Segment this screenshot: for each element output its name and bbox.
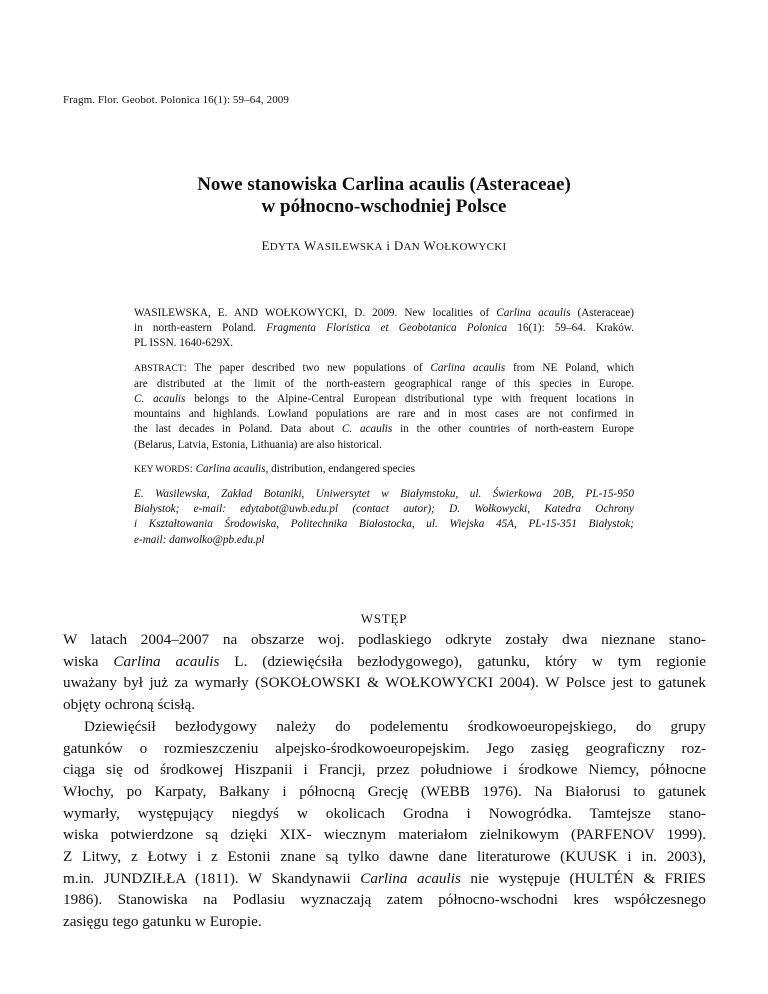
author-2-last-rest: OŁKOWYCKI: [435, 241, 507, 253]
abstract-label: ABSTRACT: [134, 363, 184, 374]
body-p2-l8-b: nie występuje (HULTÉN & FRIES: [460, 869, 706, 887]
abstract: [134, 361, 634, 453]
citation-region: in north-eastern Poland.: [134, 322, 267, 335]
author-1-first-rest: DYTA: [269, 241, 301, 253]
body-p2-line-6: wiska potwierdzone są dzięki XIX- wiecznym materiałom zielnikowym (PARFENOV 1999).: [63, 826, 706, 844]
author-1-last-rest: ASILEWSKA: [316, 241, 383, 253]
keywords-label: KEY WORDS: [134, 464, 190, 475]
body-p2-l8-a: m.in. JUNDZIŁŁA (1811). W Skandynawii: [63, 869, 361, 887]
abstract-species-3: C. acaulis: [341, 423, 393, 436]
abstract-species-1: Carlina acaulis: [430, 361, 506, 374]
abstract-l5-a: the last decades in Poland. Data about: [134, 423, 342, 436]
address-line-2: Białystok; e-mail: edytabot@uwb.edu.pl (contact autor); D. Wołkowycki, Katedra Ochrony: [134, 503, 634, 516]
body-p2-line-2: gatunków o rozmieszczeniu alpejsko-środkowoeuropejskim. Jego zasięg geograficzny roz-: [63, 739, 706, 757]
abstract-species-2: C. acaulis: [134, 393, 186, 406]
abstract-line-6: (Belarus, Latvia, Estonia, Lithuania) are also historical.: [134, 438, 382, 451]
citation-authors: WASILEWSKA, E. AND WOŁKOWYCKI, D. 2009. New localities of: [134, 307, 497, 319]
article-title: [0, 174, 768, 218]
body-p1-line-4: objęty ochroną ścisłą.: [63, 696, 196, 714]
address-line-3: i Kształtowania Środowiska, Politechnika Białostocka, ul. Wiejska 45A, PL-15-351 Białystok;: [134, 518, 634, 531]
keywords-rest: , distribution, endangered species: [265, 462, 415, 475]
citation-issn: PL ISSN. 1640-629X.: [134, 337, 234, 350]
body-text: [63, 629, 706, 933]
citation-family: (Asteraceae): [570, 307, 634, 319]
body-p2-line-8: [63, 868, 706, 890]
abstract-line-5: [134, 422, 634, 437]
author-1-first-initial: E: [261, 238, 270, 253]
citation-species: Carlina acaulis: [496, 307, 571, 319]
abstract-line-4: mountains and highlands. Lowland populations are rare and in most cases are not confirmed in: [134, 408, 634, 421]
body-p2-line-3: ciąga się od środkowej Hiszpanii i Francji, przez południowe i środkowe Niemcy, północne: [63, 761, 706, 779]
body-p2-line-4: Włochy, po Karpaty, Bałkany i północną Grecję (WEBB 1976). Na Białorusi to gatunek: [63, 782, 706, 800]
body-species-2: Carlina acaulis: [360, 869, 461, 887]
body-p2-line-1: Dziewięćsił bezłodygowy należy do podelementu środkowoeuropejskiego, do grupy: [84, 717, 706, 735]
authors: [0, 238, 768, 254]
citation-volume: 16(1): 59–64. Kraków.: [507, 322, 634, 335]
address-line-1: E. Wasilewska, Zakład Botaniki, Uniwersytet w Białymstoku, ul. Świerkowa 20B, PL-15-950: [134, 488, 634, 501]
abstract-l5-b: in the other countries of north-eastern Europe: [392, 423, 635, 436]
body-species-1: Carlina acaulis: [113, 652, 220, 670]
body-p2-line-7: Z Litwy, z Łotwy i z Estonii znane są tylko dawne dane literaturowe (KUUSK i in. 2003),: [63, 848, 706, 866]
citation-line-1: [134, 306, 634, 321]
author-conjunction: i: [386, 238, 391, 253]
abstract-line-2: are distributed at the limit of the north-eastern geographical range of this species in Europe.: [134, 377, 634, 390]
body-p1-line-2: [63, 651, 706, 673]
body-p1-l2-b: L. (dziewięćsiła bezłodygowego), gatunku, który w tym regionie: [219, 652, 706, 670]
keywords-line: KEY WORDS: Carlina acaulis, distribution, endangered species: [134, 462, 415, 475]
body-p2-line-9: 1986). Stanowiska na Podlasiu wyznaczają zatem północno-wschodni kres współczesnego: [63, 891, 706, 909]
body-p1-l2-a: wiska: [63, 652, 114, 670]
citation-journal: Fragmenta Floristica et Geobotanica Polonica: [266, 322, 508, 335]
author-addresses: [134, 487, 634, 548]
author-2-last-initial: W: [423, 238, 436, 253]
keywords-species: Carlina acaulis: [195, 462, 266, 475]
title-line-1: Nowe stanowiska Carlina acaulis (Asteraceae): [197, 174, 571, 195]
abstract-l1-a: : The paper described two new populations of: [183, 361, 431, 374]
citation: [134, 306, 634, 352]
author-2-first-initial: D: [393, 238, 404, 253]
body-p1-line-3: uważany był już za wymarły (SOKOŁOWSKI & WOŁKOWYCKI 2004). W Polsce jest to gatunek: [63, 674, 706, 692]
abstract-block: [134, 306, 634, 557]
body-p2-line-5: wymarły, występujący niegdyś w okolicach Grodna i Nowogródka. Tamtejsze stano-: [63, 804, 706, 822]
address-line-4: e-mail: danwolko@pb.edu.pl: [134, 533, 265, 546]
abstract-l3-b: belongs to the Alpine-Central European distributional type with frequent locations in: [185, 393, 635, 406]
title-line-2: w północno-wschodniej Polsce: [261, 196, 507, 217]
keywords: [134, 462, 634, 478]
abstract-line-3: [134, 392, 634, 407]
section-heading: WSTĘP: [360, 611, 408, 626]
body-p1-line-1: W latach 2004–2007 na obszarze woj. podlaskiego odkryte zostały dwa nieznane stano-: [63, 631, 706, 648]
body-p2-line-10: zasięgu tego gatunku w Europie.: [63, 913, 262, 931]
running-head: Fragm. Flor. Geobot. Polonica 16(1): 59–64, 2009: [63, 94, 290, 106]
author-1-last-initial: W: [303, 238, 317, 253]
abstract-line-1: [134, 361, 634, 377]
abstract-l1-b: from NE Poland, which: [505, 361, 634, 374]
citation-line-2: [134, 321, 634, 336]
author-2-first-rest: AN: [403, 241, 421, 253]
